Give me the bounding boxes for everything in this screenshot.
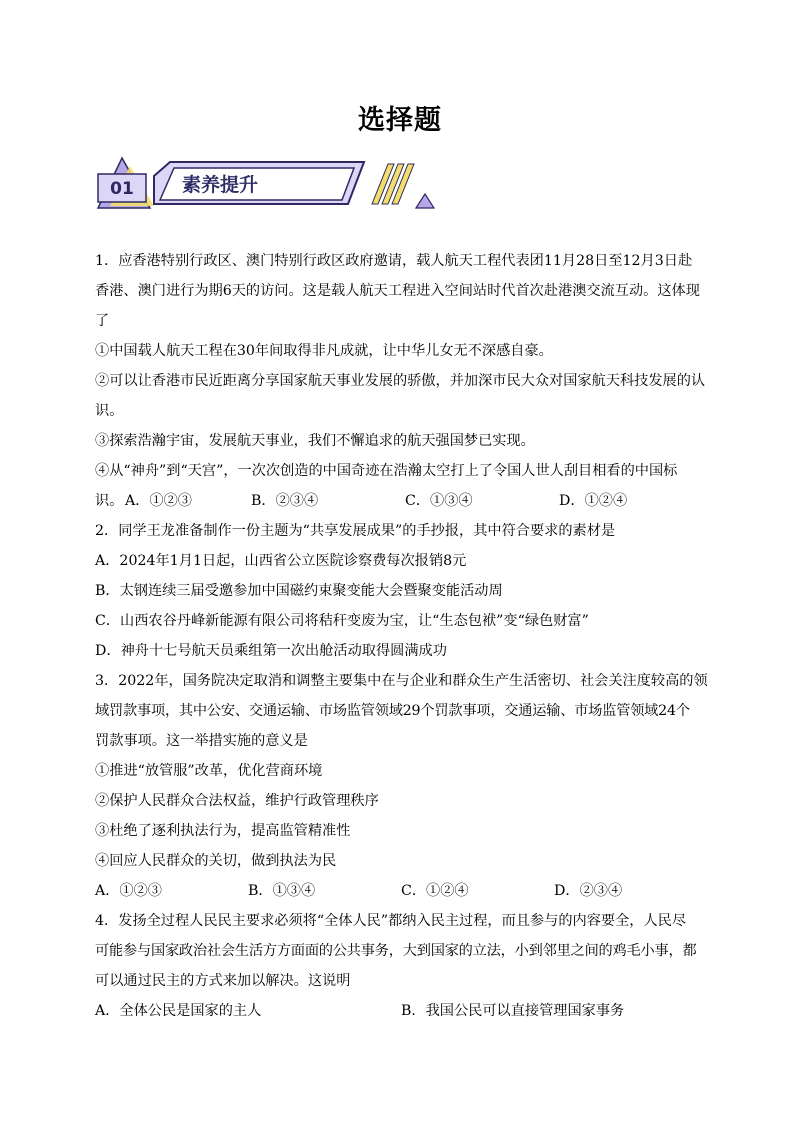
q1-option-c: C．①③④ xyxy=(405,493,473,509)
q1-statement-1: ①中国载人航天工程在30年间取得非凡成就，让中华儿女无不深感自豪。 xyxy=(95,343,553,359)
q1-stem-line: 了 xyxy=(95,313,110,329)
q1-stem-line: 1．应香港特别行政区、澳门特别行政区政府邀请，载人航天工程代表团11月28日至12月3日赴 xyxy=(95,253,693,269)
q3-stem-line: 域罚款事项，其中公安、交通运输、市场监管领域29个罚款事项，交通运输、市场监管领域24个 xyxy=(95,703,690,719)
q4-options xyxy=(95,996,707,1026)
q3-statement-2: ②保护人民群众合法权益，维护行政管理秩序 xyxy=(95,793,379,809)
q3-statement-3: ③杜绝了逐利执法行为，提高监管精准性 xyxy=(95,823,351,839)
stripe-decoration-icon xyxy=(372,164,414,204)
q4-option-a: A．全体公民是国家的主人 xyxy=(95,1003,262,1019)
q3-options xyxy=(95,876,707,906)
q3-stem-line: 3．2022年，国务院决定取消和调整主要集中在与企业和群众生产生活密切、社会关注度较高的领 xyxy=(95,673,708,689)
q4-stem-line: 可以通过民主的方式来加以解决。这说明 xyxy=(95,973,351,989)
q1-stem-line: 香港、澳门进行为期6天的访问。这是载人航天工程进入空间站时代首次赴港澳交流互动。这体现 xyxy=(95,283,700,299)
q1-statement-2-cont: 识。 xyxy=(95,403,124,419)
section-number: 01 xyxy=(110,179,134,199)
q3-option-b: B．①③④ xyxy=(248,883,316,899)
q2-option-d: D．神舟十七号航天员乘组第一次出舱活动取得圆满成功 xyxy=(95,643,447,659)
q3-option-d: D．②③④ xyxy=(554,883,623,899)
q1-option-d: D．①②④ xyxy=(559,493,628,509)
q3-statement-1: ①推进“放管服”改革，优化营商环境 xyxy=(95,763,323,779)
q2-option-b: B．太钢连续三届受邀参加中国磁约束聚变能大会暨聚变能活动周 xyxy=(95,583,503,599)
q3-stem-line: 罚款事项。这一举措实施的意义是 xyxy=(95,733,308,749)
section-title: 素养提升 xyxy=(182,174,259,196)
page-title: 选择题 xyxy=(358,105,442,136)
q1-statement-4-cont: 识。 xyxy=(95,493,124,509)
section-banner xyxy=(92,150,442,212)
q1-option-a: A．①②③ xyxy=(125,493,192,509)
q1-statement-3: ③探索浩瀚宇宙，发展航天事业，我们不懈追求的航天强国梦已实现。 xyxy=(95,433,535,449)
question-list xyxy=(95,246,707,1026)
q3-option-c: C．①②④ xyxy=(401,883,469,899)
q2-option-c: C．山西农谷丹峰新能源有限公司将秸秆变废为宝，让“生态包袱”变“绿色财富” xyxy=(95,613,589,629)
q1-statement-4: ④从“神舟”到“天宫”，一次次创造的中国奇迹在浩瀚太空打上了令国人世人刮目相看的中国标 xyxy=(95,463,678,479)
q4-stem-line: 4．发扬全过程人民民主要求必须将“全体人民”都纳入民主过程，而且参与的内容要全，人民尽 xyxy=(95,913,687,929)
q1-options xyxy=(95,486,707,516)
q1-option-b: B．②③④ xyxy=(251,493,319,509)
q3-option-a: A．①②③ xyxy=(95,883,162,899)
q1-statement-2: ②可以让香港市民近距离分享国家航天事业发展的骄傲，并加深市民大众对国家航天科技发展的认 xyxy=(95,373,706,389)
q4-option-b: B．我国公民可以直接管理国家事务 xyxy=(401,1003,625,1019)
q4-stem-line: 可能参与国家政治社会生活方方面面的公共事务，大到国家的立法，小到邻里之间的鸡毛小事，都 xyxy=(95,943,697,959)
q3-statement-4: ④回应人民群众的关切，做到执法为民 xyxy=(95,853,337,869)
q2-option-a: A．2024年1月1日起，山西省公立医院诊察费每次报销8元 xyxy=(95,553,467,569)
q2-stem: 2．同学王龙准备制作一份主题为“共享发展成果”的手抄报，其中符合要求的素材是 xyxy=(95,523,616,539)
